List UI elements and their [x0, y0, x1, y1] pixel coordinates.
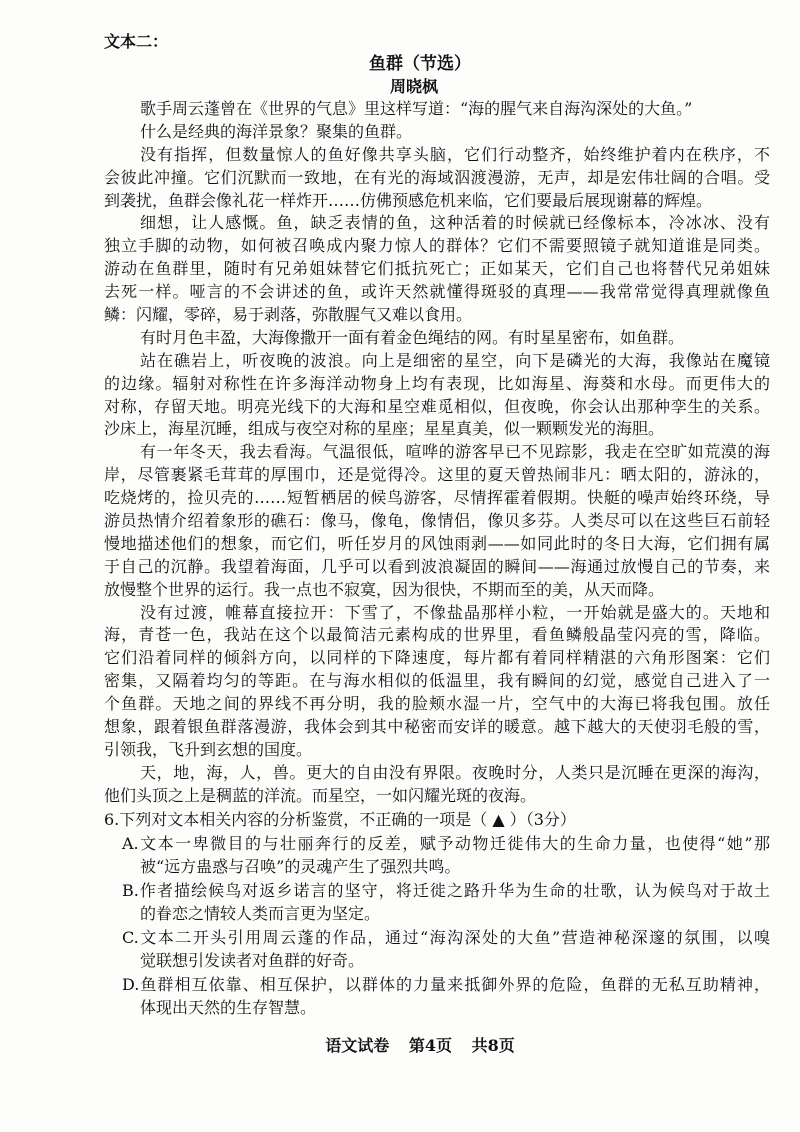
option-line: B.作者描绘候鸟对返乡诺言的坚守，将迁徙之路升华为生命的壮歌，认为候鸟对于故土 — [122, 880, 770, 900]
paragraph-line: 对称，存留天地。明亮光线下的大海和星空难觅相似，但夜晚，你会认出那种孪生的关系。 — [104, 396, 770, 416]
paragraph-line: 海，青苍一色，我站在这个以最简洁元素构成的世界里，看鱼鳞般晶莹闪亮的雪，降临。 — [104, 625, 770, 645]
paragraph-line: 有一年冬天，我去看海。气温很低，喧哗的游客早已不见踪影，我走在空旷如荒漠的海 — [140, 442, 770, 462]
footer-subject: 语文试卷 — [325, 1036, 390, 1055]
question-stem: 6.下列对文本相关内容的分析鉴赏，不正确的一项是（ ▲ ）（3分） — [104, 810, 576, 829]
option-line: C.文本二开头引用周云蓬的作品，通过“海沟深处的大鱼”营造神秘深邃的氛围，以嗅 — [122, 927, 770, 947]
paragraph-line: 沙床上，海星沉睡，组成与夜空对称的星座；星星真美，似一颗颗发光的海胆。 — [104, 419, 665, 439]
paragraph-line: 天，地，海，人，兽。更大的自由没有界限。夜晚时分，人类只是沉睡在更深的海沟， — [140, 762, 770, 782]
option-d — [104, 973, 770, 1020]
paragraph-line: 站在礁岩上，听夜晚的波浪。向上是细密的星空，向下是磷光的大海，我像站在魔镜 — [140, 350, 770, 370]
paragraph-line: 没有过渡，帷幕直接拉开：下雪了，不像盐晶那样小粒，一开始就是盛大的。天地和 — [140, 602, 770, 622]
paragraph-line: 独立手脚的动物，如何被召唤成内聚力惊人的群体？它们不需要照镜子就知道谁是同类。 — [104, 236, 770, 256]
paragraph-line: 歌手周云蓬曾在《世界的气息》里这样写道：“海的腥气来自海沟深处的大鱼。” — [140, 99, 693, 118]
paragraph-line: 细想，让人感慨。鱼，缺乏表情的鱼，这种活着的时候就已经像标本，冷冰冰、没有 — [140, 213, 770, 233]
page-footer — [220, 1034, 620, 1058]
option-line: 体现出天然的生存智慧。 — [140, 998, 317, 1017]
footer-page-total: 共8页 — [471, 1036, 515, 1055]
paragraph-line: 没有指挥，但数量惊人的鱼好像共享头脑，它们行动整齐，始终维护着内在秩序，不 — [140, 144, 770, 164]
paragraph-line: 鳞：闪耀，零碎，易于剥落，弥散腥气又难以食用。 — [104, 305, 473, 325]
paragraph-line: 密集，又隔着均匀的等距。在与海水相似的低温里，我有瞬间的幻觉，感觉自己进入了一 — [104, 671, 770, 691]
paragraph — [104, 441, 770, 601]
paragraph-line: 放慢整个世界的运行。我一点也不寂寞，因为很快，不期而至的美，从天而降。 — [104, 579, 665, 599]
paragraph-line: 的边缘。辐射对称性在许多海洋动物身上均有表现，比如海星、海葵和水母。而更伟大的 — [104, 373, 770, 393]
option-line: A.文本一卑微目的与壮丽奔行的反差，赋予动物迁徙伟大的生命力量，也使得“她”那 — [122, 833, 770, 853]
paragraph-line: 个鱼群。天地之间的界线不再分明，我的脸颊水湿一片，空气中的大海已将我包围。放任 — [104, 694, 770, 714]
paragraph-line: 有时月色丰盈，大海像撒开一面有着金色绳结的网。有时星星密布，如鱼群。 — [140, 327, 685, 347]
paragraph — [104, 144, 770, 213]
article-body — [104, 98, 770, 808]
paragraph — [104, 602, 770, 762]
question-6 — [104, 808, 770, 1020]
paragraph-line: 吃烧烤的，捡贝壳的……短暂栖居的候鸟游客，尽情挥霍着假期。快艇的噪声始终环绕，导 — [104, 488, 770, 508]
option-b — [104, 879, 770, 926]
option-line: 觉联想引发读者对鱼群的好奇。 — [140, 951, 365, 970]
option-line: 的眷恋之情较人类而言更为坚定。 — [140, 904, 381, 923]
paragraph — [104, 98, 770, 121]
paragraph-line: 去死一样。哑言的不会讲述的鱼，或许天然就懂得斑驳的真理——我常常觉得真理就像鱼 — [104, 282, 770, 302]
article-title: 鱼群（节选） — [369, 54, 471, 74]
paragraph-line: 想象，跟着银鱼群落漫游，我体会到其中秘密而安详的暖意。越下越大的天使羽毛般的雪， — [104, 717, 770, 737]
paragraph — [104, 212, 770, 326]
paragraph-line: 岸，尽管裹紧毛茸茸的厚围巾，还是觉得冷。这里的夏天曾热闹非凡：晒太阳的，游泳的， — [104, 465, 770, 485]
paragraph-line: 引领我，飞升到玄想的国度。 — [104, 739, 313, 759]
option-c — [104, 926, 770, 973]
paragraph — [104, 121, 770, 144]
article-author: 周晓枫 — [389, 77, 438, 96]
paragraph — [104, 327, 770, 350]
paragraph-line: 会彼此冲撞。它们沉默而一致地，在有光的海域泅渡漫游，无声，却是宏伟壮阔的合唱。受 — [104, 167, 770, 187]
option-a — [104, 832, 770, 879]
paragraph-line: 慢地描述他们的想象，而它们，听任岁月的风蚀雨剥——如同此时的冬日大海，它们拥有属 — [104, 533, 770, 553]
paragraph-line: 什么是经典的海洋景象？聚集的鱼群。 — [140, 121, 413, 141]
option-line: D.鱼群相互依靠、相互保护，以群体的力量来抵御外界的危险，鱼群的无私互助精神， — [122, 974, 770, 994]
paragraph — [104, 762, 770, 808]
paragraph — [104, 350, 770, 442]
option-line: 被“远方蛊惑与召唤”的灵魂产生了强烈共鸣。 — [140, 857, 461, 876]
paragraph-line: 到袭扰，鱼群会像礼花一样炸开……仿佛预感危机来临，它们要最后展现谢幕的辉煌。 — [104, 190, 713, 210]
paragraph-line: 他们头顶之上是稠蓝的洋流。而星空，一如闪耀光斑的夜海。 — [104, 785, 537, 805]
paragraph-line: 游员热情介绍着象形的礁石：像马，像龟，像情侣，像贝多芬。人类尽可以在这些巨石前轻 — [104, 511, 770, 531]
footer-page-number: 第4页 — [408, 1036, 452, 1055]
section-label: 文本二： — [104, 32, 169, 51]
paragraph-line: 游动在鱼群里，随时有兄弟姐妹替它们抵抗死亡；正如某天，它们自己也将替代兄弟姐妹 — [104, 259, 770, 279]
paragraph-line: 它们沿着同样的倾斜方向，以同样的下降速度，每片都有着同样精湛的六角形图案：它们 — [104, 648, 770, 668]
paragraph-line: 于自己的沉静。我望着海面，几乎可以看到波浪凝固的瞬间——海通过放慢自己的节奏，来 — [104, 556, 770, 576]
